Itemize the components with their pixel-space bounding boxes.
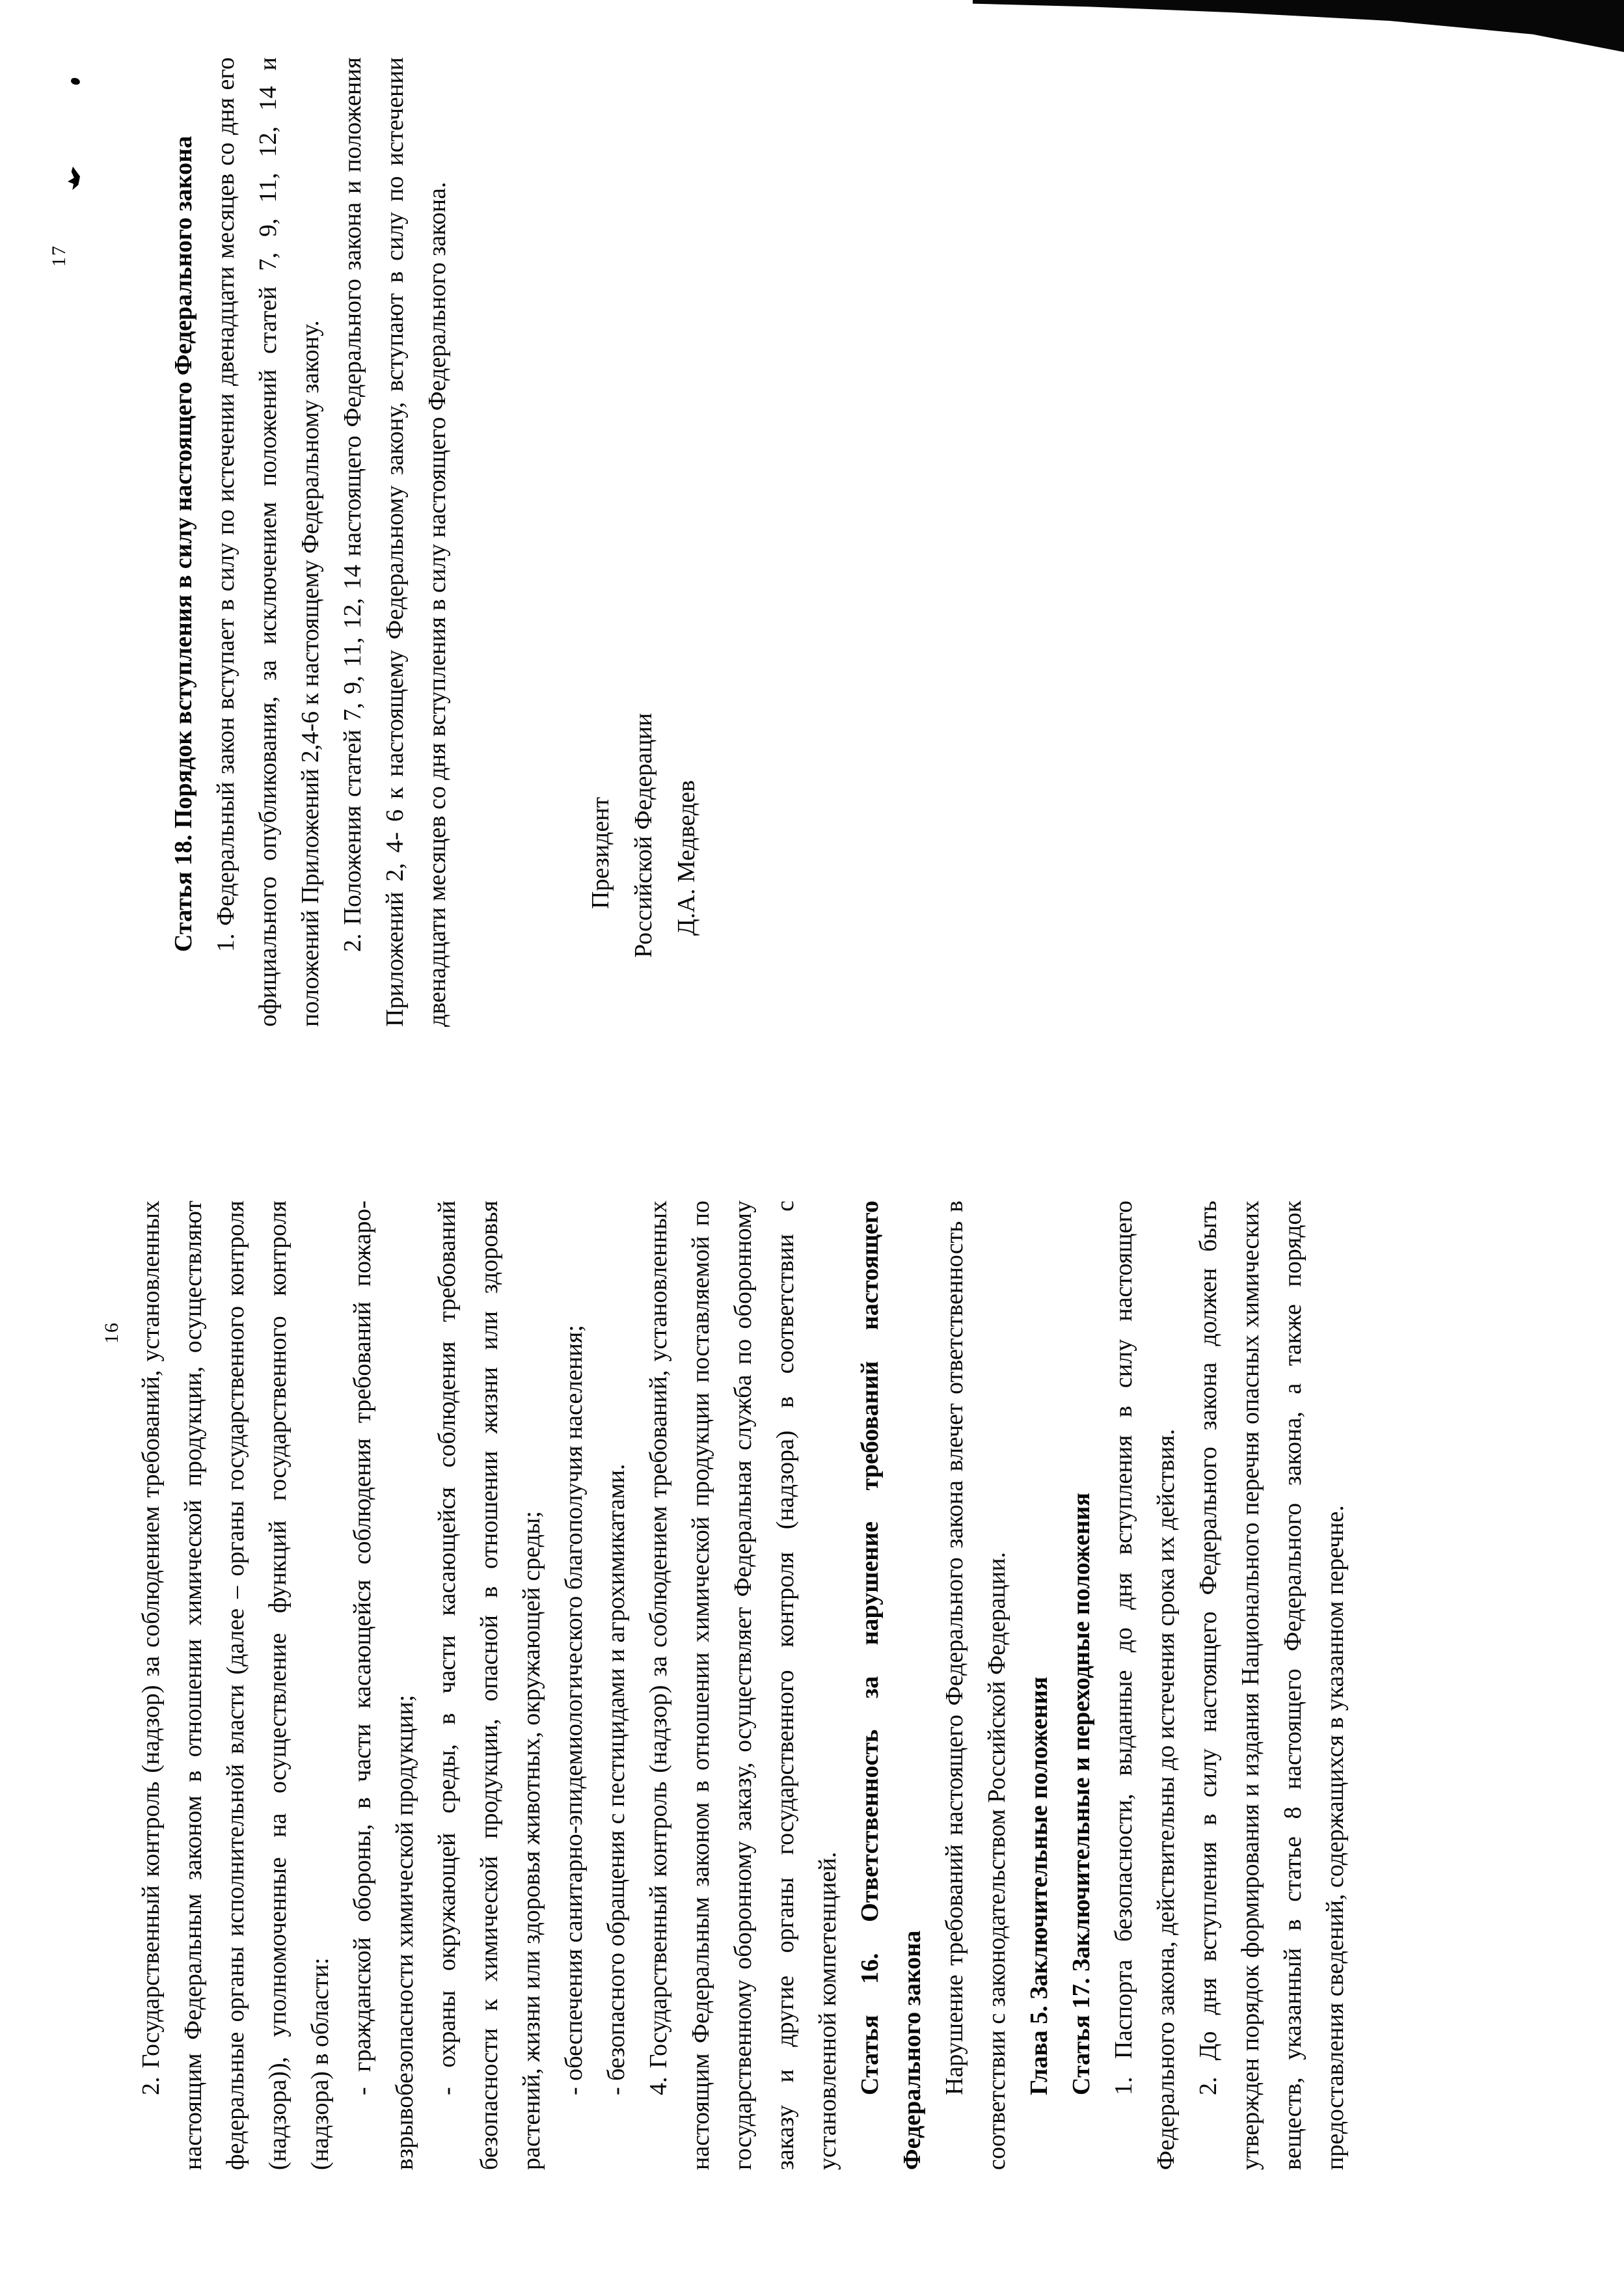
scan-artifact-dot bbox=[70, 77, 81, 86]
paragraph: 4. Государственный контроль (надзор) за соблюдением требований, установленных настоящим Федеральным законом в отношении химической продукции поставляемой по государственному оборонному заказу, осуществляет Федеральная служба по оборонному заказу и другие органы государственного контроля (надзора) в соответствии с установленной компетенцией. bbox=[645, 1201, 841, 2170]
page-17-sheet bbox=[39, 39, 768, 1139]
paragraph: 2. Государственный контроль (надзор) за соблюдением требований, установленных настоящим Федеральным законом в отношении химической продукции, осуществляют федеральные органы исполнительной власти (далее – органы государственного контроля (надзора)), уполномоченные на осуществление функций государственного контроля (надзора) в области: bbox=[137, 1201, 334, 2170]
paragraph: Статья 18. Порядок вступления в силу настоящего Федерального закона bbox=[170, 135, 197, 952]
paragraph: Статья 16. Ответственность за нарушение требований настоящего Федерального закона bbox=[856, 1201, 926, 2170]
signature-name: Д.А. Медведев bbox=[673, 780, 700, 936]
paragraph: 2. Положения статей 7, 9, 11, 12, 14 настоящего Федерального закона и положения Приложений 2, 4- 6 к настоящему Федеральному закону, вступают в силу по истечении двенадцати месяцев со дня вступления в силу настоящего Федерального закона. bbox=[339, 57, 451, 1027]
signature-org: Российской Федерации bbox=[630, 713, 657, 958]
paragraph: - охраны окружающей среды, в части касающейся соблюдения требований безопасности к химической продукции, опасной в отношении жизни или здоровья растений, жизни или здоровья животных, окружающей среды; bbox=[433, 1201, 545, 2170]
signature-block bbox=[579, 713, 708, 958]
page-body bbox=[163, 57, 459, 1027]
paragraph: 1. Паспорта безопасности, выданные до дня вступления в силу настоящего Федерального закона, действительны до истечения срока их действия. bbox=[1110, 1201, 1180, 2170]
paragraph: Глава 5. Заключительные положения bbox=[1025, 1676, 1053, 2095]
scan-artifact-top-band bbox=[973, 0, 1624, 52]
paragraph: - обеспечения санитарно-эпидемиологического благополучия населения; bbox=[560, 1325, 588, 2095]
paragraph: 2. До дня вступления в силу настоящего Федерального закона должен быть утвержден порядок формирования и издания Национального перечня опасных химических веществ, указанный в статье 8 настоящего Федерального закона, а также порядок предоставления сведений, содержащихся в указанном перечне. bbox=[1195, 1201, 1349, 2170]
page-number: 16 bbox=[101, 1322, 122, 1344]
page-16 bbox=[39, 1161, 1444, 2268]
signature-title: Президент bbox=[587, 796, 614, 909]
page-body bbox=[130, 1201, 1357, 2170]
paragraph: Нарушение требований настоящего Федерального закона влечет ответственность в соответствии с законодательством Российской Федерации. bbox=[941, 1201, 1010, 2170]
page-number: 17 bbox=[48, 245, 70, 267]
scan-artifact-arrow bbox=[68, 167, 80, 190]
page-16-sheet bbox=[39, 1161, 1444, 2268]
paragraph: - безопасного обращения с пестицидами и агрохимикатами. bbox=[602, 1463, 630, 2095]
paragraph: Статья 17. Заключительные и переходные положения bbox=[1068, 1492, 1095, 2095]
page-17 bbox=[39, 39, 768, 1139]
paragraph: - гражданской обороны, в части касающейся соблюдения требований пожаро-взрывобезопасности химической продукции; bbox=[349, 1201, 418, 2170]
paragraph: 1. Федеральный закон вступает в силу по истечении двенадцати месяцев со дня его официального опубликования, за исключением положений статей 7, 9, 11, 12, 14 и положений Приложений 2,4-6 к настоящему Федеральному закону. bbox=[212, 57, 324, 1027]
